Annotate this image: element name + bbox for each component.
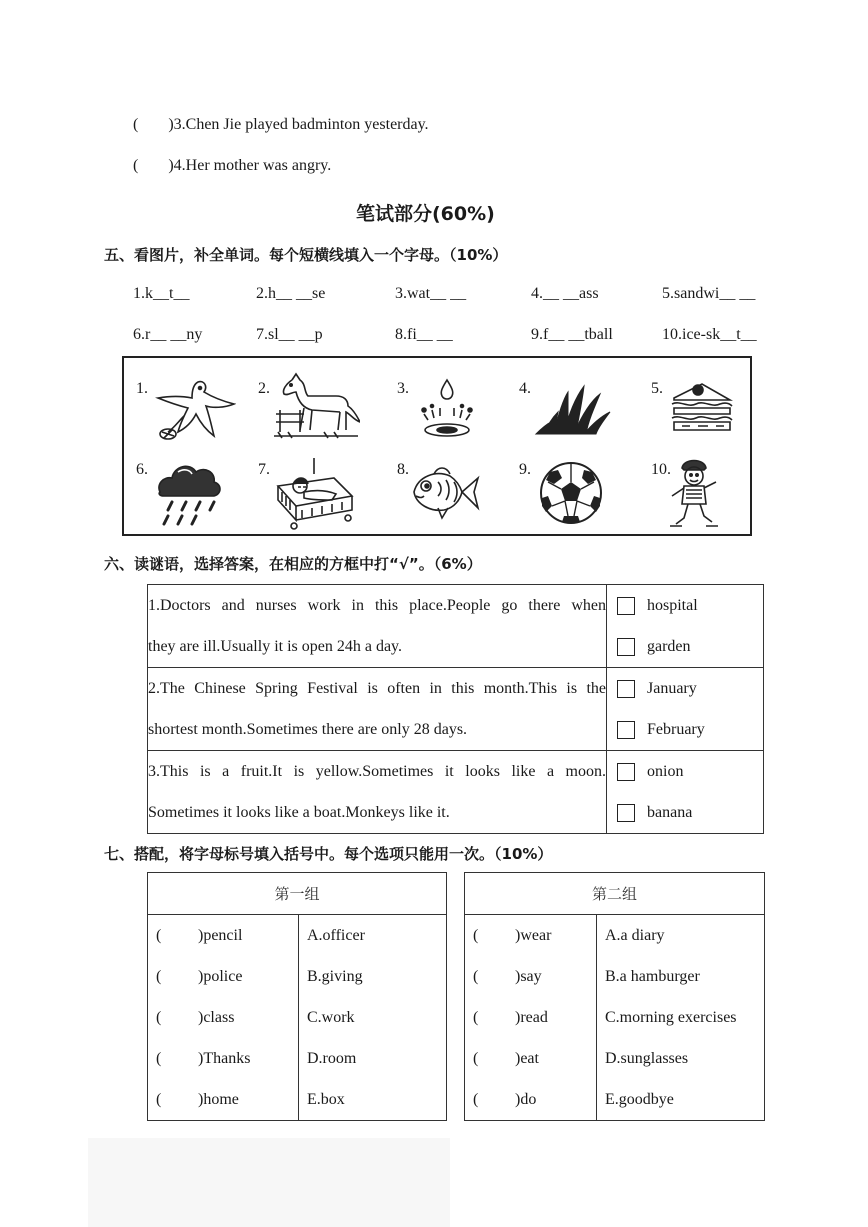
riddle-options xyxy=(607,585,764,668)
riddle-options xyxy=(607,668,764,751)
checkbox[interactable] xyxy=(617,763,635,781)
match-option: E.box xyxy=(307,1091,345,1108)
picture-number: 5. xyxy=(651,380,663,397)
riddle-options xyxy=(607,751,764,834)
group1-title: 第一组 xyxy=(148,873,447,915)
word-blank-3: 3.wat__ __ xyxy=(395,285,467,302)
word-blank-6: 6.r__ __ny xyxy=(133,326,203,343)
word-blank-4: 4.__ __ass xyxy=(531,285,599,302)
match-item[interactable]: ( )home xyxy=(156,1091,239,1108)
match-table-group2 xyxy=(464,872,765,1121)
picture-box xyxy=(122,356,752,536)
horse-icon xyxy=(274,370,360,444)
match-item[interactable]: ( )police xyxy=(156,968,243,985)
group1-right-column xyxy=(299,915,447,1121)
footer-shade xyxy=(88,1138,450,1227)
riddle-option[interactable]: hospital xyxy=(607,585,763,626)
rain-cloud-icon xyxy=(154,458,224,528)
word-blank-2: 2.h__ __se xyxy=(256,285,326,302)
match-item[interactable]: ( )say xyxy=(473,968,542,985)
riddle-option[interactable]: February xyxy=(607,709,763,750)
checkbox[interactable] xyxy=(617,597,635,615)
match-option: A.officer xyxy=(307,927,365,944)
section7-heading: 七、搭配，将字母标号填入括号中。每个选项只能用一次。（10%） xyxy=(104,845,553,863)
picture-number: 2. xyxy=(258,380,270,397)
football-icon xyxy=(538,460,604,526)
match-option: B.giving xyxy=(307,968,363,985)
group2-title: 第二组 xyxy=(465,873,765,915)
riddle-line: 1.Doctors and nurses work in this place.People go there when xyxy=(148,597,606,614)
picture-number: 7. xyxy=(258,461,270,478)
group2-right-column xyxy=(597,915,765,1121)
kite-icon xyxy=(154,376,236,442)
match-item[interactable]: ( )Thanks xyxy=(156,1050,251,1067)
riddle-option[interactable]: banana xyxy=(607,792,763,833)
riddle-row xyxy=(148,668,764,751)
riddle-question xyxy=(148,751,607,834)
word-blank-8: 8.fi__ __ xyxy=(395,326,453,343)
group2-left-column xyxy=(465,915,597,1121)
section-title: 笔试部分(60%) xyxy=(356,203,495,225)
riddle-table xyxy=(147,584,764,834)
riddle-question xyxy=(148,668,607,751)
section5-heading: 五、看图片，补全单词。每个短横线填入一个字母。（10%） xyxy=(104,246,508,264)
match-item[interactable]: ( )read xyxy=(473,1009,548,1026)
checkbox[interactable] xyxy=(617,721,635,739)
riddle-option[interactable]: January xyxy=(607,668,763,709)
match-item[interactable]: ( )eat xyxy=(473,1050,539,1067)
riddle-option[interactable]: onion xyxy=(607,751,763,792)
match-item[interactable]: ( )class xyxy=(156,1009,235,1026)
word-blank-9: 9.f__ __tball xyxy=(531,326,613,343)
match-option: B.a hamburger xyxy=(605,968,700,985)
grass-icon xyxy=(534,378,612,436)
word-blank-7: 7.sl__ __p xyxy=(256,326,323,343)
match-option: C.work xyxy=(307,1009,355,1026)
water-drop-icon xyxy=(414,376,480,442)
riddle-question xyxy=(148,585,607,668)
riddle-line: Sometimes it looks like a boat.Monkeys like it. xyxy=(148,804,450,821)
riddle-line: 2.The Chinese Spring Festival is often in this month.This is the xyxy=(148,680,606,697)
checkbox[interactable] xyxy=(617,680,635,698)
picture-number: 10. xyxy=(651,461,671,478)
riddle-row xyxy=(148,751,764,834)
group1-left-column xyxy=(148,915,299,1121)
match-option: D.room xyxy=(307,1050,357,1067)
match-item[interactable]: ( )pencil xyxy=(156,927,243,944)
match-item[interactable]: ( )wear xyxy=(473,927,552,944)
picture-number: 1. xyxy=(136,380,148,397)
riddle-line: 3.This is a fruit.It is yellow.Sometimes it looks like a moon. xyxy=(148,763,606,780)
match-option: D.sunglasses xyxy=(605,1050,689,1067)
word-blank-1: 1.k__t__ xyxy=(133,285,190,302)
sandwich-icon xyxy=(668,376,734,438)
word-blank-10: 10.ice-sk__t__ xyxy=(662,326,757,343)
picture-number: 6. xyxy=(136,461,148,478)
picture-number: 3. xyxy=(397,380,409,397)
sleeping-baby-icon xyxy=(274,456,354,530)
word-blank-5: 5.sandwi__ __ xyxy=(662,285,756,302)
checkbox[interactable] xyxy=(617,804,635,822)
match-option: A.a diary xyxy=(605,927,665,944)
match-item[interactable]: ( )do xyxy=(473,1091,537,1108)
picture-number: 9. xyxy=(519,461,531,478)
ice-skater-icon xyxy=(664,456,724,532)
listening-item-3: ( )3.Chen Jie played badminton yesterday. xyxy=(133,116,429,133)
fish-icon xyxy=(408,462,480,522)
riddle-row xyxy=(148,585,764,668)
listening-item-4: ( )4.Her mother was angry. xyxy=(133,157,332,174)
riddle-line: shortest month.Sometimes there are only 28 days. xyxy=(148,721,468,738)
match-option: C.morning exercises xyxy=(605,1009,737,1026)
match-table-group1 xyxy=(147,872,447,1121)
section6-heading: 六、读谜语，选择答案，在相应的方框中打“√”。（6%） xyxy=(104,555,482,573)
picture-number: 8. xyxy=(397,461,409,478)
picture-number: 4. xyxy=(519,380,531,397)
match-option: E.goodbye xyxy=(605,1091,674,1108)
riddle-line: they are ill.Usually it is open 24h a day. xyxy=(148,638,403,655)
checkbox[interactable] xyxy=(617,638,635,656)
riddle-option[interactable]: garden xyxy=(607,626,763,667)
